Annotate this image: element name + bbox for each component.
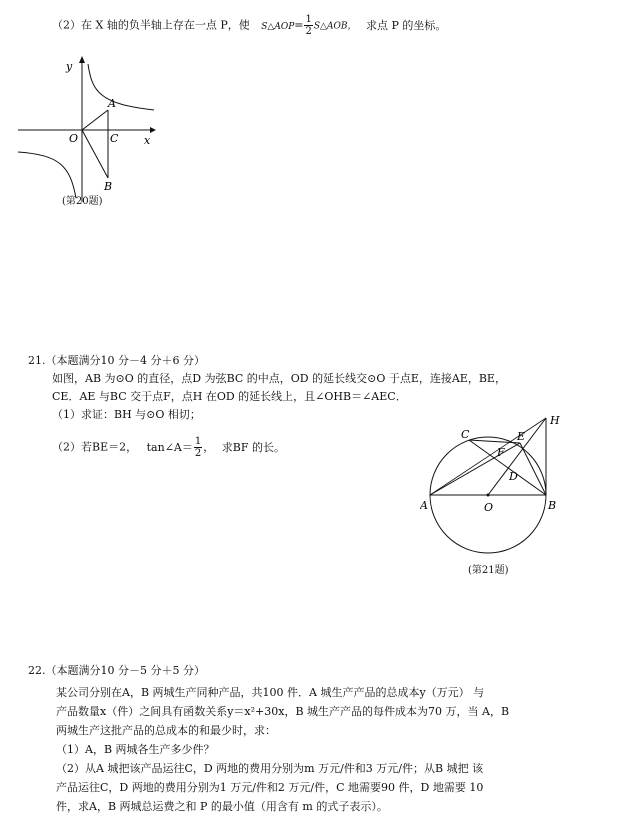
figure-21 xyxy=(420,410,580,560)
q21-tan-label: tan∠A＝ xyxy=(146,440,193,454)
q22-line4: （2）从A 城把该产品运往C，D 两地的费用分别为m 万元/件和3 万元/件；从B 城把 该 xyxy=(56,762,484,775)
q21-header: 21.（本题满分10 分－4 分＋6 分） xyxy=(28,354,205,367)
q20-caption: (第20题) xyxy=(62,196,103,207)
fig20-hyperbola-right xyxy=(88,64,154,110)
q20-area-aob: S△AOB， xyxy=(313,21,357,32)
q20-frac-den: 2 xyxy=(305,26,312,37)
fig21-chord-bc xyxy=(469,440,546,495)
fig21-label-d: D xyxy=(509,470,518,483)
fig20-label-y: y xyxy=(66,60,73,73)
q22-line2: 产品数量x（件）之间具有函数关系y＝x²+30x，B 城生产产品的每件成本为70 万，当 A，B xyxy=(56,705,510,718)
fig21-label-o: O xyxy=(484,501,494,514)
fig20-y-arrow xyxy=(79,56,85,63)
q20-fraction xyxy=(304,14,312,37)
q22-part1: （1）A，B 两城各生产多少件？ xyxy=(56,743,215,756)
fig20-segment-ob xyxy=(82,130,108,178)
q20-part2-prefix: （2）在 X 轴的负半轴上存在一点 P，使 xyxy=(52,18,250,32)
q21-caption: (第21题) xyxy=(468,565,509,576)
q21-frac-num: 1 xyxy=(194,436,202,447)
fig20-segment-oa xyxy=(82,110,108,130)
q21-part2-prefix: （2）若BE＝2， xyxy=(52,440,138,454)
fig20-label-b: B xyxy=(104,180,113,193)
fig21-label-a: A xyxy=(420,499,428,512)
q20-equals: = xyxy=(294,18,304,32)
q21-tan-suffix: ， xyxy=(203,440,215,454)
fig21-segment-be xyxy=(520,443,546,495)
q22-line3: 两城生产这批产品的总成本的和最少时，求： xyxy=(56,724,276,737)
fig21-segment-ae xyxy=(430,443,520,495)
q20-part2-line xyxy=(52,14,446,37)
fig21-label-e: E xyxy=(517,430,526,443)
fig21-label-b: B xyxy=(548,499,557,512)
q21-part1: （1）求证：BH 与⊙O 相切； xyxy=(52,408,201,421)
q21-frac-den: 2 xyxy=(194,448,202,459)
fig20-label-x: x xyxy=(144,134,151,147)
fig21-label-f: F xyxy=(497,446,505,459)
fig21-label-c: C xyxy=(461,428,470,441)
fig20-label-c: C xyxy=(110,132,119,145)
q21-part2-suffix: 求BF 的长。 xyxy=(221,440,285,454)
fig21-segment-ah xyxy=(430,418,546,495)
q22-line5: 产品运往C，D 两地的费用分别为1 万元/件和2 万元/件，C 地需要90 件，D 地需要 10 xyxy=(56,781,484,794)
q21-fraction xyxy=(194,436,202,459)
fig20-label-o: O xyxy=(69,132,79,145)
fig21-label-h: H xyxy=(550,414,560,427)
q22-line6: 件，求A，B 两城总运费之和 P 的最小值（用含有 m 的式子表示）。 xyxy=(56,800,388,813)
q21-line2: CE．AE 与BC 交于点F，点H 在OD 的延长线上，且∠OHB＝∠AEC． xyxy=(52,390,407,403)
fig21-center-dot xyxy=(487,494,490,497)
fig20-hyperbola-left xyxy=(18,152,76,198)
fig20-x-arrow xyxy=(150,127,156,133)
q21-line1: 如图，AB 为⊙O 的直径，点D 为弦BC 的中点，OD 的延长线交⊙O 于点E，连接AE，BE， xyxy=(52,372,506,385)
fig20-label-a: A xyxy=(108,97,116,110)
figure-20 xyxy=(14,52,164,212)
q22-line1: 某公司分别在A，B 两城生产同种产品，共100 件．A 城生产产品的总成本y（万元） 与 xyxy=(56,686,485,699)
q21-part2-line xyxy=(52,436,285,459)
q20-frac-num: 1 xyxy=(305,14,312,25)
q22-header: 22.（本题满分10 分－5 分＋5 分） xyxy=(28,664,205,677)
q20-area-aop: S△AOP xyxy=(261,21,295,32)
q20-part2-suffix: 求点 P 的坐标。 xyxy=(365,18,447,32)
